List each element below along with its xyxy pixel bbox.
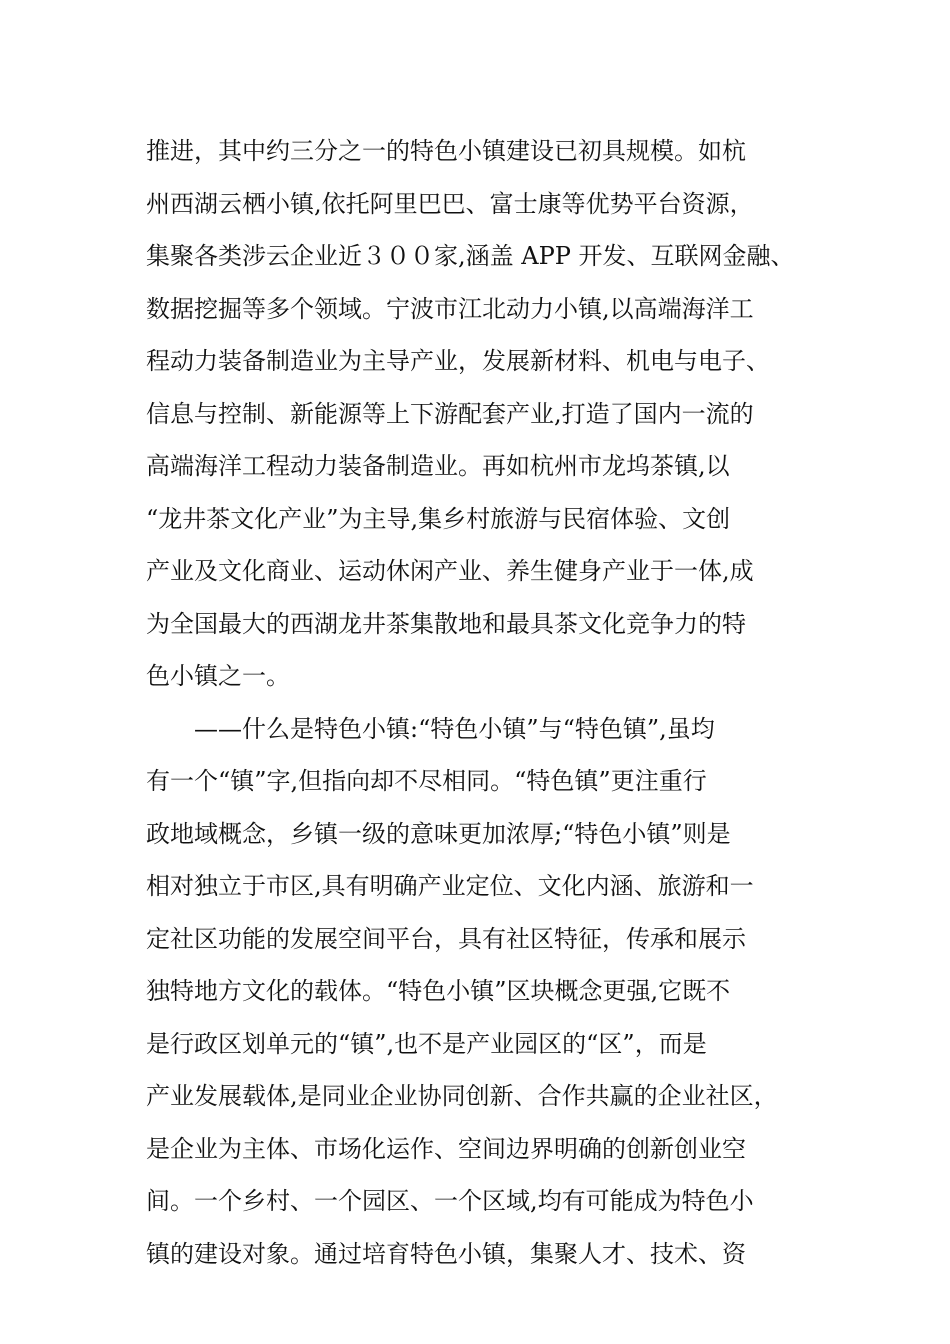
text-line: 产业发展载体,是同业企业协同创新、合作共赢的企业社区， [146, 1082, 778, 1110]
text-line: “龙井茶文化产业”为主导,集乡村旅游与民宿体验、文创 [146, 504, 731, 533]
text-line: 集聚各类涉云企业近３００家,涵盖 APP 开发、互联网金融、 [146, 242, 795, 270]
text-line: 政地域概念，乡镇一级的意味更加浓厚;“特色小镇”则是 [146, 819, 731, 848]
text-line: ——什么是特色小镇:“特色小镇”与“特色镇”,虽均 [194, 714, 715, 743]
text-line: 推进，其中约三分之一的特色小镇建设已初具规模。如杭 [146, 137, 746, 165]
text-line: 镇的建设对象。通过培育特色小镇，集聚人才、技术、资 [146, 1239, 746, 1268]
text-line: 定社区功能的发展空间平台，具有社区特征，传承和展示 [146, 924, 746, 953]
text-line: 相对独立于市区,具有明确产业定位、文化内涵、旅游和一 [146, 872, 754, 900]
body-text [146, 129, 816, 1284]
text-line: 信息与控制、新能源等上下游配套产业,打造了国内一流的 [146, 399, 754, 428]
text-line: 州西湖云栖小镇,依托阿里巴巴、富士康等优势平台资源， [146, 189, 754, 218]
text-line: 为全国最大的西湖龙井茶集散地和最具茶文化竞争力的特 [146, 609, 746, 638]
text-line: 程动力装备制造业为主导产业，发展新材料、机电与电子、 [146, 347, 770, 375]
text-line: 独特地方文化的载体。“特色小镇”区块概念更强,它既不 [146, 977, 731, 1005]
text-line: 有一个“镇”字,但指向却不尽相同。“特色镇”更注重行 [146, 767, 707, 795]
text-line: 间。一个乡村、一个园区、一个区域,均有可能成为特色小 [146, 1187, 754, 1215]
text-line: 高端海洋工程动力装备制造业。再如杭州市龙坞茶镇,以 [146, 452, 730, 480]
text-line: 是企业为主体、市场化运作、空间边界明确的创新创业空 [146, 1134, 746, 1163]
text-line: 数据挖掘等多个领域。宁波市江北动力小镇,以高端海洋工 [146, 294, 754, 323]
text-line: 是行政区划单元的“镇”,也不是产业园区的“区”，而是 [146, 1029, 707, 1058]
text-line: 产业及文化商业、运动休闲产业、养生健身产业于一体,成 [146, 557, 754, 585]
text-line: 色小镇之一。 [146, 662, 290, 690]
